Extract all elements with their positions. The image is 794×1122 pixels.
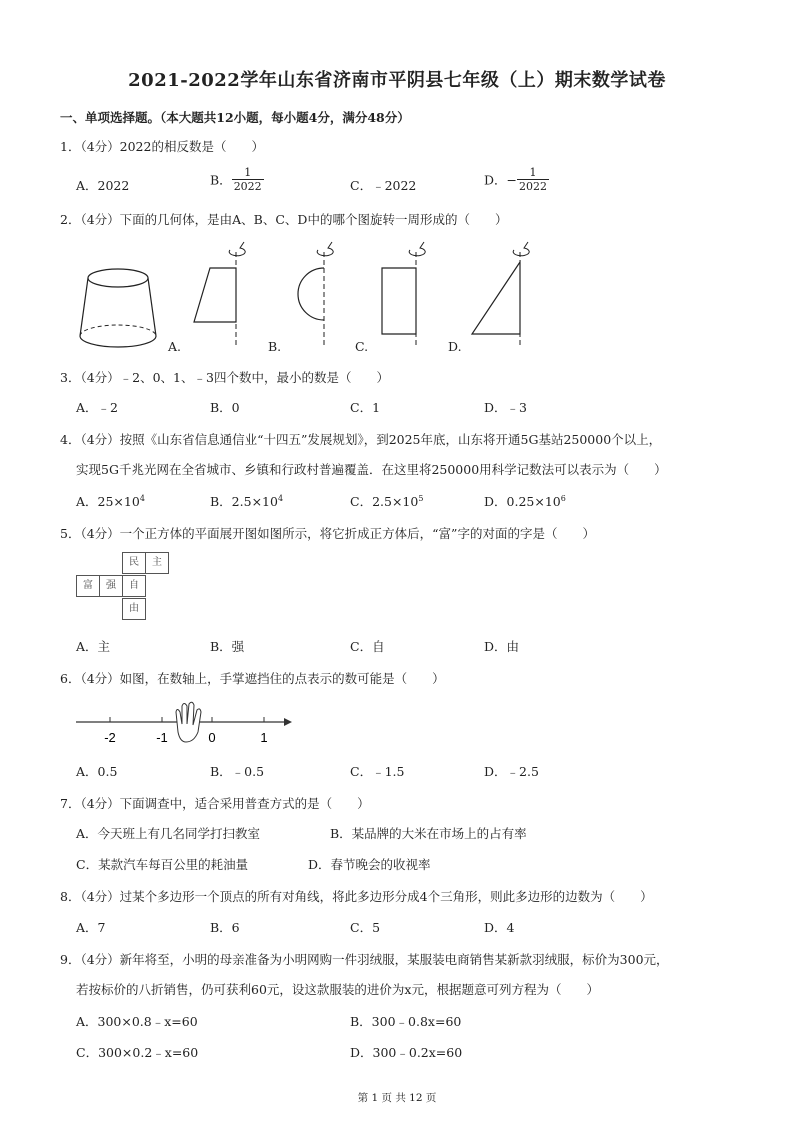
q1-option-d: D．− $\frac{1}{2022}$ (484, 166, 547, 193)
q1-option-b: B． $\frac{1}{2022}$ (210, 166, 262, 193)
q8-option-a: A．7 (76, 920, 106, 935)
question-9-stem-line2: 若按标价的八折销售，仍可获利60元，设这款服装的进价为x元，根据题意可列方程为（ ） (76, 982, 599, 997)
q2-label-a: A. (168, 339, 182, 354)
figure-c (382, 242, 425, 348)
net-cell-zi: 自 (122, 575, 146, 597)
net-cell-fu: 富 (76, 575, 100, 597)
q4-option-a: A．$25\times 10^4$ (76, 493, 145, 509)
q8-option-b: B．6 (210, 920, 240, 935)
q2-label-c: C. (355, 339, 369, 354)
number-line (74, 698, 294, 748)
question-7-stem: 7．（4分）下面调查中，适合采用普查方式的是（ ） (60, 796, 370, 811)
question-4-stem-line2: 实现5G千兆光网在全省城市、乡镇和行政村普遍覆盖．在这里将250000用科学记数法可以表示为（ ） (76, 462, 667, 477)
page-footer: 第 1 页 共 12 页 (357, 1092, 437, 1104)
q6-option-a: A．0.5 (76, 764, 118, 779)
question-1-stem: 1．（4分）2022的相反数是（ ） (60, 139, 264, 154)
q1-option-c: C．﹣2022 (350, 178, 417, 193)
q6-option-b: B．﹣0.5 (210, 764, 265, 779)
question-8-stem: 8．（4分）过某个多边形一个顶点的所有对角线，将此多边形分成4个三角形，则此多边形的边数为（ ） (60, 889, 653, 904)
q8-option-d: D．4 (484, 920, 515, 935)
q5-option-c: C．自 (350, 639, 385, 654)
q3-option-a: A．﹣2 (76, 400, 118, 415)
q4-option-c: C．$2.5\times 10^5$ (350, 493, 424, 509)
question-5-stem: 5．（4分）一个正方体的平面展开图如图所示，将它折成正方体后，“富”字的对面的字是（ ） (60, 526, 595, 541)
q7-option-d: D．春节晚会的收视率 (308, 857, 431, 872)
net-cell-min: 民 (122, 552, 146, 574)
net-cell-zhu: 主 (145, 552, 169, 574)
q9-option-a: A．300×0.8﹣x=60 (76, 1014, 198, 1029)
section-heading: 一、单项选择题。（本大题共12小题，每小题4分，满分48分） (60, 110, 410, 125)
q5-option-d: D．由 (484, 639, 520, 654)
q1-option-a: A．2022 (76, 178, 130, 193)
question-4-stem-line1: 4．（4分）按照《山东省信息通信业“十四五”发展规划》，到2025年底，山东将开通5G基站250000个以上， (60, 432, 662, 447)
q7-option-b: B．某品牌的大米在市场上的占有率 (330, 826, 527, 841)
figure-a (194, 242, 245, 348)
question-3-stem: 3．（4分）﹣2、0、1、﹣3四个数中，最小的数是（ ） (60, 370, 389, 385)
question-6-stem: 6．（4分）如图，在数轴上，手掌遮挡住的点表示的数可能是（ ） (60, 671, 445, 686)
figure-d (472, 242, 529, 348)
q9-option-c: C．300×0.2﹣x=60 (76, 1045, 199, 1060)
q2-figures (60, 238, 560, 358)
q2-label-b: B. (268, 339, 282, 354)
q3-option-c: C．1 (350, 400, 381, 415)
figure-b (298, 242, 333, 348)
net-cell-qiang: 强 (99, 575, 123, 597)
q6-option-c: C．﹣1.5 (350, 764, 405, 779)
q4-option-d: D．$0.25\times 10^6$ (484, 493, 566, 509)
hand-icon (176, 702, 201, 742)
q3-option-b: B．0 (210, 400, 240, 415)
frustum-figure (80, 269, 156, 347)
q5-option-b: B．强 (210, 639, 245, 654)
q6-option-d: D．﹣2.5 (484, 764, 539, 779)
q9-option-b: B．300﹣0.8x=60 (350, 1014, 462, 1029)
page-title: 2021-2022学年山东省济南市平阴县七年级（上）期末数学试卷 (128, 70, 666, 91)
net-cell-you: 由 (122, 598, 146, 620)
tick-label: 0 (208, 730, 216, 745)
tick-label: 1 (260, 730, 268, 745)
q7-option-c: C．某款汽车每百公里的耗油量 (76, 857, 249, 872)
tick-label: -2 (104, 730, 116, 745)
q3-option-d: D．﹣3 (484, 400, 527, 415)
q4-option-b: B．$2.5\times 10^4$ (210, 493, 284, 509)
q5-option-a: A．主 (76, 639, 111, 654)
cube-net (76, 552, 176, 624)
tick-label: -1 (156, 730, 168, 745)
q7-option-a: A．今天班上有几名同学打扫教室 (76, 826, 261, 841)
question-2-stem: 2．（4分）下面的几何体，是由A、B、C、D中的哪个图旋转一周形成的（ ） (60, 212, 508, 227)
question-9-stem-line1: 9．（4分）新年将至，小明的母亲准备为小明网购一件羽绒服，某服装电商销售某新款羽绒服，标价为300元， (60, 952, 669, 967)
q2-label-d: D. (448, 339, 462, 354)
q8-option-c: C．5 (350, 920, 381, 935)
q9-option-d: D．300﹣0.2x=60 (350, 1045, 463, 1060)
